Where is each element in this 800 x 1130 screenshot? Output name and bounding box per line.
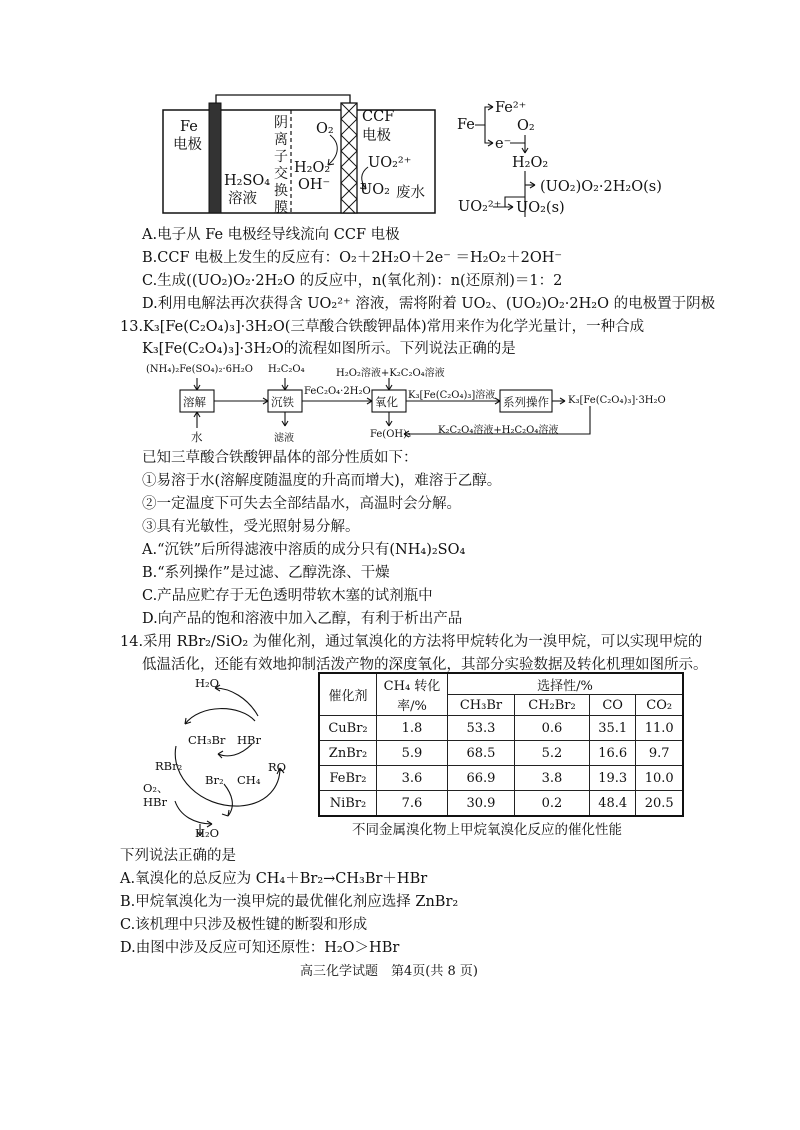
table-row (319, 766, 683, 791)
cell-ch3br: 68.5 (448, 741, 515, 766)
table-row (319, 791, 683, 817)
q13-prop-3: ③具有光敏性，受光照射易分解。 (142, 519, 360, 535)
mech-h2o2: H₂O₂ (512, 155, 549, 171)
cell-catalyst: FeBr₂ (319, 766, 377, 791)
table-caption: 不同金属溴化物上甲烷氧溴化反应的催化性能 (352, 822, 622, 838)
q12-option-d: D.利用电解法再次获得含 UO₂²⁺ 溶液，需将附着 UO₂、(UO₂)O₂·2H₂O 的电极置于阴极 (142, 296, 716, 312)
flow-recycle: K₂C₂O₄溶液+H₂C₂O₄溶液 (438, 425, 559, 436)
cycle-br2: Br₂ (205, 773, 224, 787)
q13-prop-1: ①易溶于水(溶解度随温度的升高而增大)，难溶于乙醇。 (142, 473, 502, 489)
cycle-rbr2: RBr₂ (155, 759, 183, 773)
uo2-label: UO₂ (360, 182, 390, 198)
th-selectivity: 选择性/% (448, 673, 684, 695)
q14-ask: 下列说法正确的是 (120, 848, 236, 864)
table-row (319, 741, 683, 766)
flow-box-series: 系列操作 (503, 395, 549, 409)
q14-option-d: D.由图中涉及反应可知还原性：H₂O＞HBr (120, 940, 400, 956)
waste-water-label: 废水 (396, 185, 425, 201)
cycle-ch3br: CH₃Br (188, 733, 226, 747)
th-conversion-2: 率/% (377, 695, 448, 716)
q14-option-a: A.氧溴化的总反应为 CH₄＋Br₂→CH₃Br＋HBr (120, 871, 428, 887)
q13-stem-1: 13.K₃[Fe(C₂O₄)₃]·3H₂O(三草酸合铁酸钾晶体)常用来作为化学光量计，一种合成 (120, 319, 645, 335)
membrane-label: 阴离子交换膜 (274, 115, 288, 216)
cell-co: 48.4 (589, 791, 635, 817)
cell-conversion: 1.8 (377, 716, 448, 741)
flow-feoh3: Fe(OH)₃ (370, 429, 412, 440)
fe-electrode-label-2: 电极 (173, 137, 202, 153)
cell-catalyst: CuBr₂ (319, 716, 377, 741)
flow-water: 水 (191, 430, 203, 444)
mech-o2: O₂ (517, 118, 535, 134)
q13-option-b: B.“系列操作”是过滤、乙醇洗涤、干燥 (142, 565, 390, 581)
q14-option-c: C.该机理中只涉及极性键的断裂和形成 (120, 917, 368, 933)
cycle-hbr-2: HBr (143, 795, 167, 809)
q13-stem-2: K₃[Fe(C₂O₄)₃]·3H₂O的流程如图所示。下列说法正确的是 (142, 341, 516, 357)
page-footer: 高三化学试题 第4页(共 8 页) (300, 964, 478, 979)
h2so4-label-1: H₂SO₄ (224, 173, 271, 189)
flow-mid-1: FeC₂O₄·2H₂O (304, 386, 371, 397)
flow-box-oxidize: 氧化 (375, 395, 398, 409)
q13-option-d: D.向产品的饱和溶液中加入乙醇，有利于析出产品 (142, 611, 463, 627)
flow-filtrate: 滤液 (274, 433, 294, 444)
cycle-hbr: HBr (237, 733, 261, 747)
h2so4-label-2: 溶液 (228, 191, 257, 207)
th-ch2br2: CH₂Br₂ (514, 695, 589, 716)
cell-ch2br2: 0.2 (514, 791, 589, 817)
th-catalyst: 催化剂 (319, 673, 377, 716)
cycle-ch4: CH₄ (237, 773, 261, 787)
oh-label: OH⁻ (298, 177, 331, 193)
mech-fe2plus: Fe²⁺ (495, 100, 527, 116)
cycle-ro: RO (268, 760, 287, 774)
cell-ch2br2: 3.8 (514, 766, 589, 791)
cycle-h2o-top: H₂O (195, 676, 220, 690)
q14-stem-2: 低温活化，还能有效地抑制活泼产物的深度氧化，其部分实验数据及转化机理如图所示。 (142, 657, 708, 673)
cell-conversion: 5.9 (377, 741, 448, 766)
flow-box-dissolve: 溶解 (183, 395, 206, 409)
mech-uo2s: UO₂(s) (516, 200, 565, 216)
mech-e-minus: e⁻ (495, 136, 512, 152)
th-conversion-1: CH₄ 转化 (377, 673, 448, 695)
flow-input-3: H₂O₂溶液+K₂C₂O₄溶液 (336, 368, 445, 379)
th-co2: CO₂ (636, 695, 683, 716)
cell-co: 16.6 (589, 741, 635, 766)
flow-mid-2: K₃[Fe(C₂O₄)₃]溶液 (408, 390, 496, 401)
cell-conversion: 7.6 (377, 791, 448, 817)
q12-option-a: A.电子从 Fe 电极经导线流向 CCF 电极 (142, 227, 400, 243)
cell-co: 35.1 (589, 716, 635, 741)
th-ch3br: CH₃Br (448, 695, 515, 716)
uo2-2plus-label: UO₂²⁺ (368, 155, 412, 171)
q14-option-b: B.甲烷氧溴化为一溴甲烷的最优催化剂应选择 ZnBr₂ (120, 894, 459, 910)
q13-option-c: C.产品应贮存于无色透明带软木塞的试剂瓶中 (142, 588, 433, 604)
cell-co2: 10.0 (636, 766, 683, 791)
ccf-label-2: 电极 (362, 128, 391, 144)
q14-stem-1: 14.采用 RBr₂/SiO₂ 为催化剂，通过氧溴化的方法将甲烷转化为一溴甲烷，可以实现甲烷的 (120, 634, 703, 650)
cell-catalyst: ZnBr₂ (319, 741, 377, 766)
cell-co2: 11.0 (636, 716, 683, 741)
cycle-o2: O₂、 (143, 781, 169, 795)
q13-prop-2: ②一定温度下可失去全部结晶水，高温时会分解。 (142, 496, 461, 512)
q12-option-c: C.生成((UO₂)O₂·2H₂O 的反应中，n(氧化剂)：n(还原剂)＝1：2 (142, 273, 563, 289)
cell-ch2br2: 0.6 (514, 716, 589, 741)
flow-product: K₃[Fe(C₂O₄)₃]·3H₂O (568, 395, 666, 406)
h2o2-label: H₂O₂ (294, 160, 331, 176)
cell-co2: 9.7 (636, 741, 683, 766)
flow-input-2: H₂C₂O₄ (268, 364, 305, 375)
mech-uo2-2plus: UO₂²⁺ (458, 199, 502, 215)
flow-input-1: (NH₄)₂Fe(SO₄)₂·6H₂O (146, 364, 253, 375)
q13-known: 已知三草酸合铁酸钾晶体的部分性质如下： (142, 450, 418, 466)
cell-co: 19.3 (589, 766, 635, 791)
flow-box-precipitate: 沉铁 (271, 395, 294, 409)
th-co: CO (589, 695, 635, 716)
cell-ch3br: 53.3 (448, 716, 515, 741)
mech-peroxide: (UO₂)O₂·2H₂O(s) (540, 179, 662, 195)
table-row (319, 716, 683, 741)
o2-label: O₂ (316, 121, 334, 137)
cell-ch3br: 30.9 (448, 791, 515, 817)
ccf-label-1: CCF (362, 109, 395, 125)
fe-electrode-label-1: Fe (180, 119, 198, 135)
cell-catalyst: NiBr₂ (319, 791, 377, 817)
cell-ch2br2: 5.2 (514, 741, 589, 766)
cycle-h2o-bottom: H₂O (195, 826, 220, 840)
catalyst-performance-table (318, 672, 684, 817)
cell-conversion: 3.6 (377, 766, 448, 791)
cell-ch3br: 66.9 (448, 766, 515, 791)
q12-option-b: B.CCF 电极上发生的反应有：O₂＋2H₂O＋2e⁻ ＝H₂O₂＋2OH⁻ (142, 250, 563, 266)
cell-co2: 20.5 (636, 791, 683, 817)
q13-option-a: A.“沉铁”后所得滤液中溶质的成分只有(NH₄)₂SO₄ (142, 542, 466, 558)
mech-fe: Fe (457, 117, 475, 133)
